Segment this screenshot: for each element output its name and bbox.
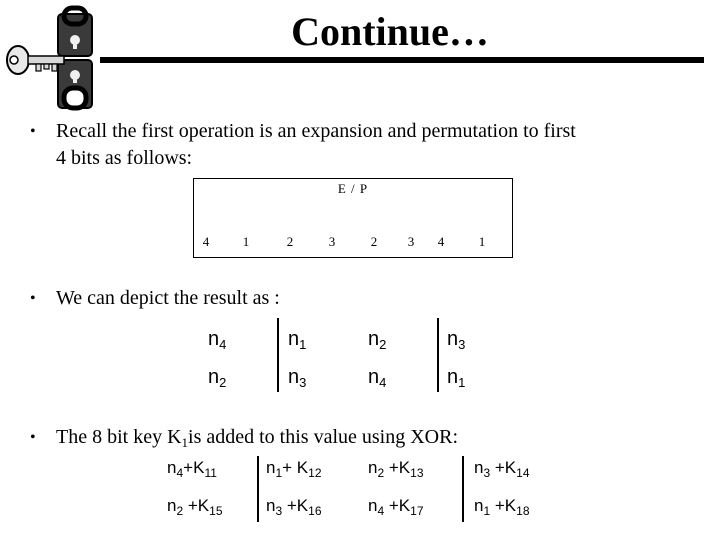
grid-divider: [462, 456, 464, 522]
ep-cell: 4: [437, 234, 445, 249]
bullet-2-text: We can depict the result as :: [56, 287, 280, 309]
ep-cell: 2: [370, 234, 378, 249]
result-cell: $n_1$: [447, 366, 466, 390]
bullet-1: [30, 118, 710, 172]
ep-cell: 3: [328, 234, 336, 249]
result-cell: $n_3$: [447, 328, 466, 352]
ep-cell: 1: [478, 234, 486, 249]
bullet-marker: •: [30, 290, 36, 307]
title-underline: [100, 57, 704, 63]
bullet-3-text: The 8 bit key $K_1is$ added to this value using XOR:: [56, 426, 459, 450]
result-cell: $n_1$: [288, 328, 307, 352]
grid-divider: [257, 456, 259, 522]
bullet-marker: •: [30, 123, 36, 140]
xor-cell: $n_4 +K_{17}$: [368, 496, 424, 518]
xor-cell: $n_2 +K_{13}$: [368, 458, 424, 480]
bullet-1-line-2: 4 bits as follows:: [56, 147, 193, 169]
ep-table-label: E / P: [337, 181, 369, 196]
ep-cell: 1: [242, 234, 250, 249]
bullet-2: [30, 285, 710, 312]
ep-cell: 4: [202, 234, 210, 249]
result-cell: $n_4$: [368, 366, 387, 390]
result-cell: $n_3$: [288, 366, 307, 390]
lock-and-key-icon: [4, 2, 104, 114]
bullet-marker: •: [30, 429, 36, 446]
xor-cell: $n_2 +K_{15}$: [167, 496, 223, 518]
slide-title: Continue…: [291, 9, 489, 54]
xor-cell: $n_1 +K_{18}$: [474, 496, 530, 518]
bullet-3: [30, 424, 710, 451]
grid-divider: [437, 318, 439, 392]
grid-divider: [277, 318, 279, 392]
bullet-1-line-1: Recall the first operation is an expansion and permutation to first: [56, 120, 576, 142]
result-cell: $n_2$: [208, 366, 227, 390]
xor-cell: $n_4+K_{11}$: [167, 458, 217, 480]
xor-cell: $n_3 +K_{14}$: [474, 458, 530, 480]
key-icon: [7, 46, 64, 74]
xor-cell: $n_1+ K_{12}$: [266, 458, 322, 480]
ep-cell: 2: [286, 234, 294, 249]
ep-cell: 3: [407, 234, 415, 249]
result-cell: $n_4$: [208, 328, 227, 352]
xor-cell: $n_3 +K_{16}$: [266, 496, 322, 518]
upper-padlock-icon: [58, 8, 92, 56]
result-cell: $n_2$: [368, 328, 387, 352]
lower-padlock-icon: [58, 60, 92, 108]
